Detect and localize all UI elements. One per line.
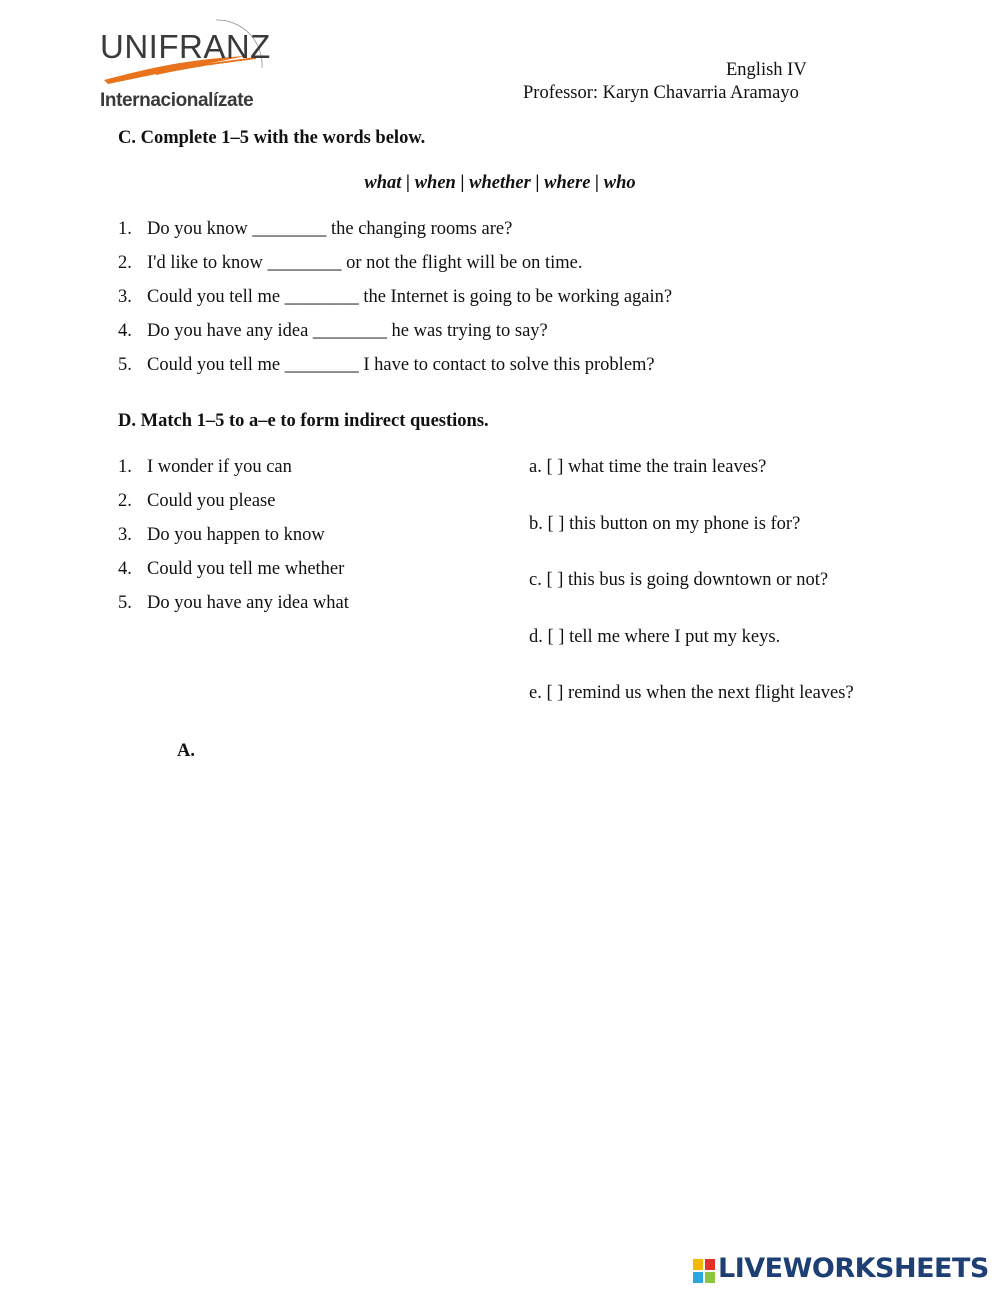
section-d-title: D. Match 1–5 to a–e to form indirect questions. (118, 411, 489, 431)
question-text: Do you have any idea ________ he was trying to say? (147, 321, 548, 341)
liveworksheets-blocks-icon (692, 1258, 716, 1284)
section-c-title: C. Complete 1–5 with the words below. (118, 128, 426, 148)
match-stem: I wonder if you can (147, 457, 292, 477)
question-text: Could you tell me ________ the Internet is going to be working again? (147, 287, 673, 307)
match-option-b[interactable]: b. [ ] this button on my phone is for? (529, 514, 801, 534)
logo-wordmark: UNIFRANZ (100, 28, 271, 65)
list-item: 3. Could you tell me ________ the Internet is going to be working again? (118, 287, 673, 307)
logo-tagline: Internacionalízate (100, 90, 254, 111)
list-item: 2. Could you please (118, 491, 276, 511)
section-a-label: A. (177, 741, 195, 761)
match-stem: Could you please (147, 491, 276, 511)
match-option-d[interactable]: d. [ ] tell me where I put my keys. (529, 627, 781, 647)
course-name: English IV (726, 60, 807, 80)
list-item: 2. I'd like to know ________ or not the flight will be on time. (118, 253, 583, 273)
list-item: 3. Do you happen to know (118, 525, 325, 545)
match-stem: Could you tell me whether (147, 559, 345, 579)
question-text: Could you tell me ________ I have to contact to solve this problem? (147, 355, 655, 375)
list-item: 4. Do you have any idea ________ he was trying to say? (118, 321, 548, 341)
match-stem: Do you have any idea what (147, 593, 349, 613)
unifranz-logo (96, 12, 276, 112)
question-text: I'd like to know ________ or not the flight will be on time. (147, 253, 583, 273)
match-option-c[interactable]: c. [ ] this bus is going downtown or not? (529, 570, 829, 590)
list-item: 4. Could you tell me whether (118, 559, 345, 579)
word-bank: what | when | whether | where | who (364, 173, 636, 193)
match-stem: Do you happen to know (147, 525, 325, 545)
list-item: 5. Do you have any idea what (118, 593, 349, 613)
question-text: Do you know ________ the changing rooms are? (147, 219, 513, 239)
list-item: 1. Do you know ________ the changing rooms are? (118, 219, 513, 239)
match-option-a[interactable]: a. [ ] what time the train leaves? (529, 457, 767, 477)
liveworksheets-wordmark: LIVEWORKSHEETS (718, 1253, 989, 1284)
professor-name: Professor: Karyn Chavarria Aramayo (523, 83, 799, 103)
list-item: 1. I wonder if you can (118, 457, 292, 477)
match-option-e[interactable]: e. [ ] remind us when the next flight leaves? (529, 683, 854, 703)
list-item: 5. Could you tell me ________ I have to contact to solve this problem? (118, 355, 655, 375)
